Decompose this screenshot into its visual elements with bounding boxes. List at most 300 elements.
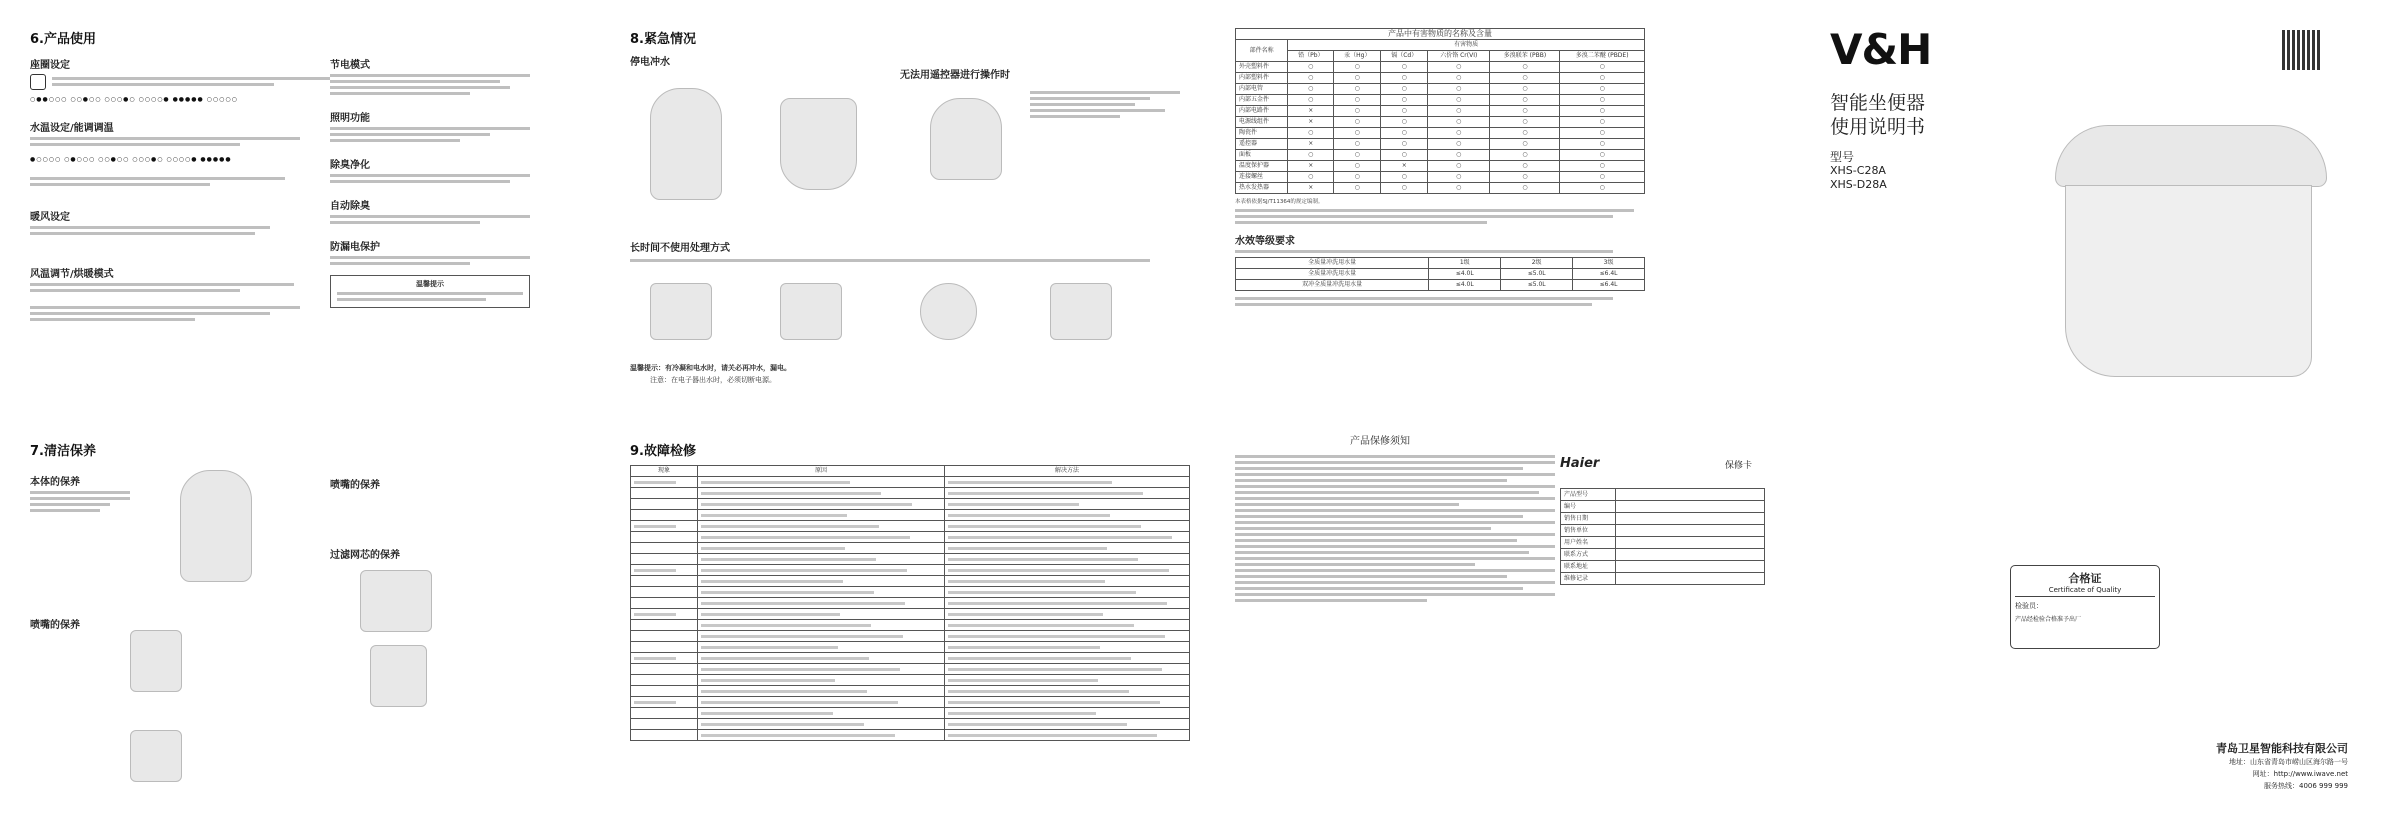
water-col-0: 全质量冲洗用水量 [1236,258,1429,269]
hazard-cell: ○ [1560,172,1645,183]
hazard-cell: ○ [1334,117,1381,128]
toilet-product-image [2035,125,2345,380]
trouble-cell [631,598,698,609]
hazard-cell: ○ [1490,117,1560,128]
warranty-field-value[interactable] [1616,513,1765,525]
trouble-cell [945,576,1190,587]
trouble-row [631,576,1190,587]
trouble-cell [631,697,698,708]
company-address: 地址：山东省青岛市崂山区海尔路一号 [2229,758,2348,766]
warranty-row [1561,549,1765,561]
hazard-part-name: 热水发热器 [1236,183,1288,194]
trouble-cell [945,697,1190,708]
trouble-row [631,598,1190,609]
hazard-col-1: 汞（Hg） [1334,51,1381,62]
hazard-cell: ○ [1334,95,1381,106]
hazard-row [1236,172,1645,183]
hazard-cell: ○ [1381,62,1428,73]
hazard-row [1236,117,1645,128]
towel-illustration [1050,283,1112,340]
hazard-cell: ○ [1381,150,1428,161]
hazard-cell: ○ [1381,128,1428,139]
haier-logo: Haier [1560,456,1600,471]
hazard-cell: ○ [1428,150,1490,161]
toilet-illustration-2 [930,98,1002,180]
hazard-row [1236,183,1645,194]
trouble-row [631,565,1190,576]
trouble-cell [945,598,1190,609]
hazard-cell: ○ [1560,139,1645,150]
trouble-cell [631,499,698,510]
trouble-col-solution: 解决方法 [945,466,1190,477]
trouble-row [631,675,1190,686]
notice-box [330,275,530,308]
hazard-cell: ○ [1288,84,1334,95]
water-table [1235,257,1645,291]
hazard-cell: ○ [1490,183,1560,194]
light-heading: 照明功能 [330,113,370,124]
company-website: 网址：http://www.iwave.net [2252,770,2348,778]
warranty-title: 产品保修须知 [1350,436,1410,447]
water-cell: ≤5.0L [1501,280,1573,291]
hazard-cell: ○ [1490,73,1560,84]
trouble-cell [698,719,945,730]
warranty-field-label: 销售日期 [1561,513,1616,525]
water-cell: ≤5.0L [1501,269,1573,280]
wind-heading: 风温调节/烘暖模式 [30,269,114,280]
hazard-part-name: 外壳塑料件 [1236,62,1288,73]
trouble-row [631,686,1190,697]
trouble-cell [698,521,945,532]
nozzle-illustration [130,630,182,692]
trouble-cell [945,609,1190,620]
water-row-name: 双冲全质量冲洗用水量 [1236,280,1429,291]
hazard-cell: ○ [1560,84,1645,95]
manual-title: 使用说明书 [1830,116,1926,138]
trouble-cell [631,488,698,499]
warranty-field-value[interactable] [1616,537,1765,549]
power-off-flush-heading: 停电冲水 [630,57,670,68]
trouble-cell [945,675,1190,686]
qr-code [2282,30,2322,70]
filter-valve-illustration [360,570,432,632]
warranty-field-label: 用户姓名 [1561,537,1616,549]
warranty-row [1561,501,1765,513]
trouble-cell [631,631,698,642]
trouble-cell [945,708,1190,719]
trouble-row [631,697,1190,708]
trouble-cell [698,576,945,587]
hazard-cell: ○ [1490,95,1560,106]
hazard-cell: ○ [1428,106,1490,117]
trouble-cell [945,719,1190,730]
trouble-row [631,477,1190,488]
hazard-row [1236,161,1645,172]
trouble-cell [945,653,1190,664]
trouble-cell [631,609,698,620]
hazard-cell: × [1288,139,1334,150]
hazard-col-0: 铅（Pb） [1288,51,1334,62]
trouble-cell [631,477,698,488]
trouble-cell [698,565,945,576]
hazard-cell: ○ [1334,128,1381,139]
trouble-cell [631,719,698,730]
dry-heading: 暖风设定 [30,212,70,223]
trouble-cell [698,620,945,631]
leak-protect-heading: 防漏电保护 [330,242,380,253]
warranty-field-value[interactable] [1616,573,1765,585]
hazard-row [1236,128,1645,139]
company-name: 青岛卫星智能科技有限公司 [2216,742,2348,755]
trouble-panel [630,440,1200,810]
water-col-2: 2级 [1501,258,1573,269]
hazard-cell: ○ [1428,128,1490,139]
hazard-col-5: 多溴二苯醚 (PBDE) [1560,51,1645,62]
hazard-row [1236,84,1645,95]
warranty-row [1561,525,1765,537]
deodorize-heading: 除臭净化 [330,160,370,171]
hazard-row [1236,62,1645,73]
warranty-card-title: 保修卡 [1725,461,1753,471]
hazard-cell: × [1288,183,1334,194]
trouble-cell [631,543,698,554]
trouble-cell [698,477,945,488]
trouble-row [631,642,1190,653]
hazard-part-name: 内部塑料件 [1236,73,1288,84]
trouble-cell [945,532,1190,543]
level-dots: ○●●○○○ ○○●○○ ○○○●○ ○○○○● ●●●●● ○○○○○ [30,96,238,103]
hazard-cell: ○ [1490,62,1560,73]
warranty-row [1561,573,1765,585]
hazard-cell: ○ [1334,139,1381,150]
water-heading: 水温设定/能调调温 [30,123,114,134]
seat-icon [30,74,46,90]
trouble-cell [698,510,945,521]
hazard-cell: ○ [1381,172,1428,183]
water-cell: ≤4.0L [1429,269,1501,280]
hazard-part-name: 内部电管 [1236,84,1288,95]
drain-illustration [920,283,977,340]
trouble-cell [631,576,698,587]
trouble-cell [945,686,1190,697]
cert-title: 合格证 [2068,572,2102,585]
trouble-row [631,620,1190,631]
model-2: XHS-D28A [1830,178,1887,191]
warranty-row [1561,513,1765,525]
hazard-cell: ○ [1490,161,1560,172]
cert-subtitle: Certificate of Quality [2015,586,2155,597]
hazard-part-name: 遥控器 [1236,139,1288,150]
warranty-field-label: 编号 [1561,501,1616,513]
warranty-field-label: 维修记录 [1561,573,1616,585]
trouble-table [630,465,1190,741]
nozzle-clean-illustration [130,730,182,782]
water-dots: ●○○○○ ○●○○○ ○○●○○ ○○○●○ ○○○○● ●●●●● [30,156,232,163]
filter-care-heading: 过滤网芯的保养 [330,550,400,561]
trouble-cell [698,488,945,499]
warranty-field-value[interactable] [1616,501,1765,513]
trouble-cell [698,532,945,543]
model-1: XHS-C28A [1830,164,1886,177]
trouble-cell [698,543,945,554]
hazard-row [1236,139,1645,150]
trouble-cell [631,565,698,576]
hazard-cell: ○ [1560,73,1645,84]
trouble-cell [698,587,945,598]
hazard-cell: ○ [1381,183,1428,194]
water-cell: ≤4.0L [1429,280,1501,291]
hazard-col-3: 六价铬 Cr(VI) [1428,51,1490,62]
hazard-row [1236,95,1645,106]
hazard-cell: ○ [1428,161,1490,172]
trouble-row [631,653,1190,664]
hazard-cell: × [1288,106,1334,117]
hazard-header-group: 有害物质 [1288,40,1645,51]
hazard-col-4: 多溴联苯 (PBB) [1490,51,1560,62]
hazard-row [1236,73,1645,84]
hazard-cell: ○ [1428,84,1490,95]
warranty-row [1561,489,1765,501]
hazard-cell: ○ [1560,150,1645,161]
water-row [1236,269,1645,280]
cover-panel [1820,20,2360,800]
water-efficiency-heading: 水效等级要求 [1235,236,1295,247]
toilet-clean-illustration [180,470,252,582]
trouble-cell [698,675,945,686]
hazard-part-name: 内部电路件 [1236,106,1288,117]
trouble-row [631,609,1190,620]
trouble-cell [945,521,1190,532]
hazard-row [1236,150,1645,161]
hazard-cell: ○ [1381,84,1428,95]
hazard-table [1235,28,1645,194]
hazard-table-title: 产品中有害物质的名称及含量 [1236,29,1645,40]
socket-illustration [650,283,712,340]
hazard-cell: ○ [1288,172,1334,183]
trouble-cell [631,686,698,697]
maintenance-panel [30,440,550,810]
long-unused-heading: 长时间不使用处理方式 [630,243,730,254]
trouble-cell [945,510,1190,521]
hazard-cell: ○ [1381,73,1428,84]
hazard-cell: ○ [1428,139,1490,150]
hazard-cell: ○ [1428,117,1490,128]
usage-title: 6.产品使用 [30,32,96,47]
notice-title: 温馨提示 [416,280,444,288]
trouble-row [631,719,1190,730]
trouble-cell [698,609,945,620]
hazard-cell: × [1288,161,1334,172]
trouble-row [631,554,1190,565]
trouble-row [631,521,1190,532]
water-col-3: 3级 [1573,258,1645,269]
hazard-cell: ○ [1560,95,1645,106]
auto-deodorize-heading: 自动除臭 [330,201,370,212]
trouble-cell [631,642,698,653]
warranty-card-table [1560,488,1765,585]
trouble-col-cause: 原因 [698,466,945,477]
trouble-row [631,664,1190,675]
hazard-cell: ○ [1288,128,1334,139]
emergency-title: 8.紧急情况 [630,32,696,47]
hazard-cell: ○ [1428,73,1490,84]
trouble-cell [631,587,698,598]
water-cell: ≤6.4L [1573,269,1645,280]
trouble-cell [631,521,698,532]
trouble-row [631,532,1190,543]
hazard-cell: ○ [1490,128,1560,139]
warranty-field-label: 联系地址 [1561,561,1616,573]
hazard-cell: ○ [1560,161,1645,172]
hazard-cell: ○ [1288,95,1334,106]
trouble-cell [945,631,1190,642]
trouble-row [631,730,1190,741]
cert-statement: 产品经检验合格准予出厂 [2015,616,2082,623]
hazard-cell: ○ [1560,183,1645,194]
emergency-warning: 温馨提示：有冷凝和电水时，请关必再冲水，漏电。 [630,364,791,372]
trouble-row [631,488,1190,499]
hazard-part-name: 内部五金件 [1236,95,1288,106]
hazard-cell: ○ [1381,95,1428,106]
hazard-cell: ○ [1560,106,1645,117]
trouble-cell [945,554,1190,565]
trouble-cell [698,631,945,642]
trouble-cell [698,653,945,664]
model-label: 型号 [1830,150,1855,164]
hazard-col-2: 镉（Cd） [1381,51,1428,62]
trouble-title: 9.故障检修 [630,444,696,459]
hazard-cell: ○ [1288,73,1334,84]
hazard-cell: ○ [1560,117,1645,128]
hazard-col-part: 部件名称 [1236,40,1288,62]
water-row-name: 全质量冲洗用水量 [1236,269,1429,280]
trouble-cell [631,653,698,664]
hazard-cell: ○ [1490,139,1560,150]
trouble-cell [631,532,698,543]
brand-logo: V&H [1830,25,1932,74]
hazard-part-name: 电源线组件 [1236,117,1288,128]
hazard-cell: ○ [1334,84,1381,95]
trouble-cell [698,554,945,565]
bucket-illustration [780,98,857,190]
trouble-row [631,631,1190,642]
hazard-cell: ○ [1334,183,1381,194]
trouble-cell [698,642,945,653]
trouble-cell [945,499,1190,510]
trouble-cell [631,554,698,565]
trouble-cell [945,642,1190,653]
trouble-row [631,543,1190,554]
trouble-cell [945,543,1190,554]
warranty-field-value[interactable] [1616,489,1765,501]
hazard-cell: ○ [1288,62,1334,73]
usage-panel [30,28,550,408]
trouble-cell [631,675,698,686]
water-cell: ≤6.4L [1573,280,1645,291]
remote-fail-heading: 无法用遥控器进行操作时 [900,70,1010,81]
service-hotline: 服务热线：4006 999 999 [2264,782,2348,790]
hazard-cell: ○ [1560,128,1645,139]
trouble-row [631,587,1190,598]
trouble-cell [945,565,1190,576]
hazard-cell: ○ [1334,161,1381,172]
trouble-cell [945,477,1190,488]
warranty-field-value[interactable] [1616,525,1765,537]
trouble-cell [945,730,1190,741]
trouble-cell [698,686,945,697]
warranty-field-label: 产品型号 [1561,489,1616,501]
trouble-cell [698,697,945,708]
trouble-cell [945,587,1190,598]
hazard-cell: ○ [1381,139,1428,150]
hazard-part-name: 陶瓷件 [1236,128,1288,139]
trouble-cell [945,488,1190,499]
hazard-cell: ○ [1490,172,1560,183]
hazard-part-name: 温度保护器 [1236,161,1288,172]
cert-inspector: 检验员： [2015,602,2043,610]
hazard-part-name: 连接螺丝 [1236,172,1288,183]
hazard-cell: ○ [1428,95,1490,106]
hazard-cell: ○ [1288,150,1334,161]
hazard-cell: ○ [1428,183,1490,194]
warranty-field-label: 联系方式 [1561,549,1616,561]
hazard-cell: ○ [1334,106,1381,117]
hazard-cell: ○ [1381,117,1428,128]
trouble-cell [698,499,945,510]
hazard-cell: ○ [1334,73,1381,84]
hazard-row [1236,106,1645,117]
water-col-1: 1级 [1429,258,1501,269]
hazard-cell: × [1381,161,1428,172]
hazard-cell: ○ [1428,172,1490,183]
water-row [1236,280,1645,291]
trouble-col-symptom: 现象 [631,466,698,477]
hazard-cell: ○ [1560,62,1645,73]
trouble-cell [698,598,945,609]
hazard-cell: ○ [1334,150,1381,161]
hazard-cell: ○ [1490,84,1560,95]
trouble-cell [698,730,945,741]
warranty-field-value[interactable] [1616,561,1765,573]
warranty-field-label: 销售单位 [1561,525,1616,537]
hazard-cell: ○ [1428,62,1490,73]
nozzle-care-heading: 喷嘴的保养 [30,620,80,631]
trouble-cell [631,510,698,521]
warranty-row [1561,537,1765,549]
warranty-field-value[interactable] [1616,549,1765,561]
hazard-part-name: 面板 [1236,150,1288,161]
trouble-cell [631,730,698,741]
trouble-row [631,708,1190,719]
trouble-row [631,499,1190,510]
maintenance-title: 7.清洁保养 [30,444,96,459]
power-save-heading: 节电模式 [330,60,370,71]
hazard-cell: × [1288,117,1334,128]
hazard-cell: ○ [1334,62,1381,73]
emergency-warning-2: 注意：在电子器出水时，必须切断电源。 [650,376,776,384]
hazard-panel [1235,28,1655,408]
trouble-cell [631,708,698,719]
warranty-panel [1235,432,1795,810]
hazard-cell: ○ [1334,172,1381,183]
product-name: 智能坐便器 [1830,92,1926,114]
trouble-cell [698,664,945,675]
filter-illustration [370,645,427,707]
hazard-note: 本表格依据SJ/T11364的规定编制。 [1235,199,1324,205]
valve-illustration [780,283,842,340]
nozzle-care-heading-2: 喷嘴的保养 [330,480,380,491]
body-care-heading: 本体的保养 [30,477,80,488]
